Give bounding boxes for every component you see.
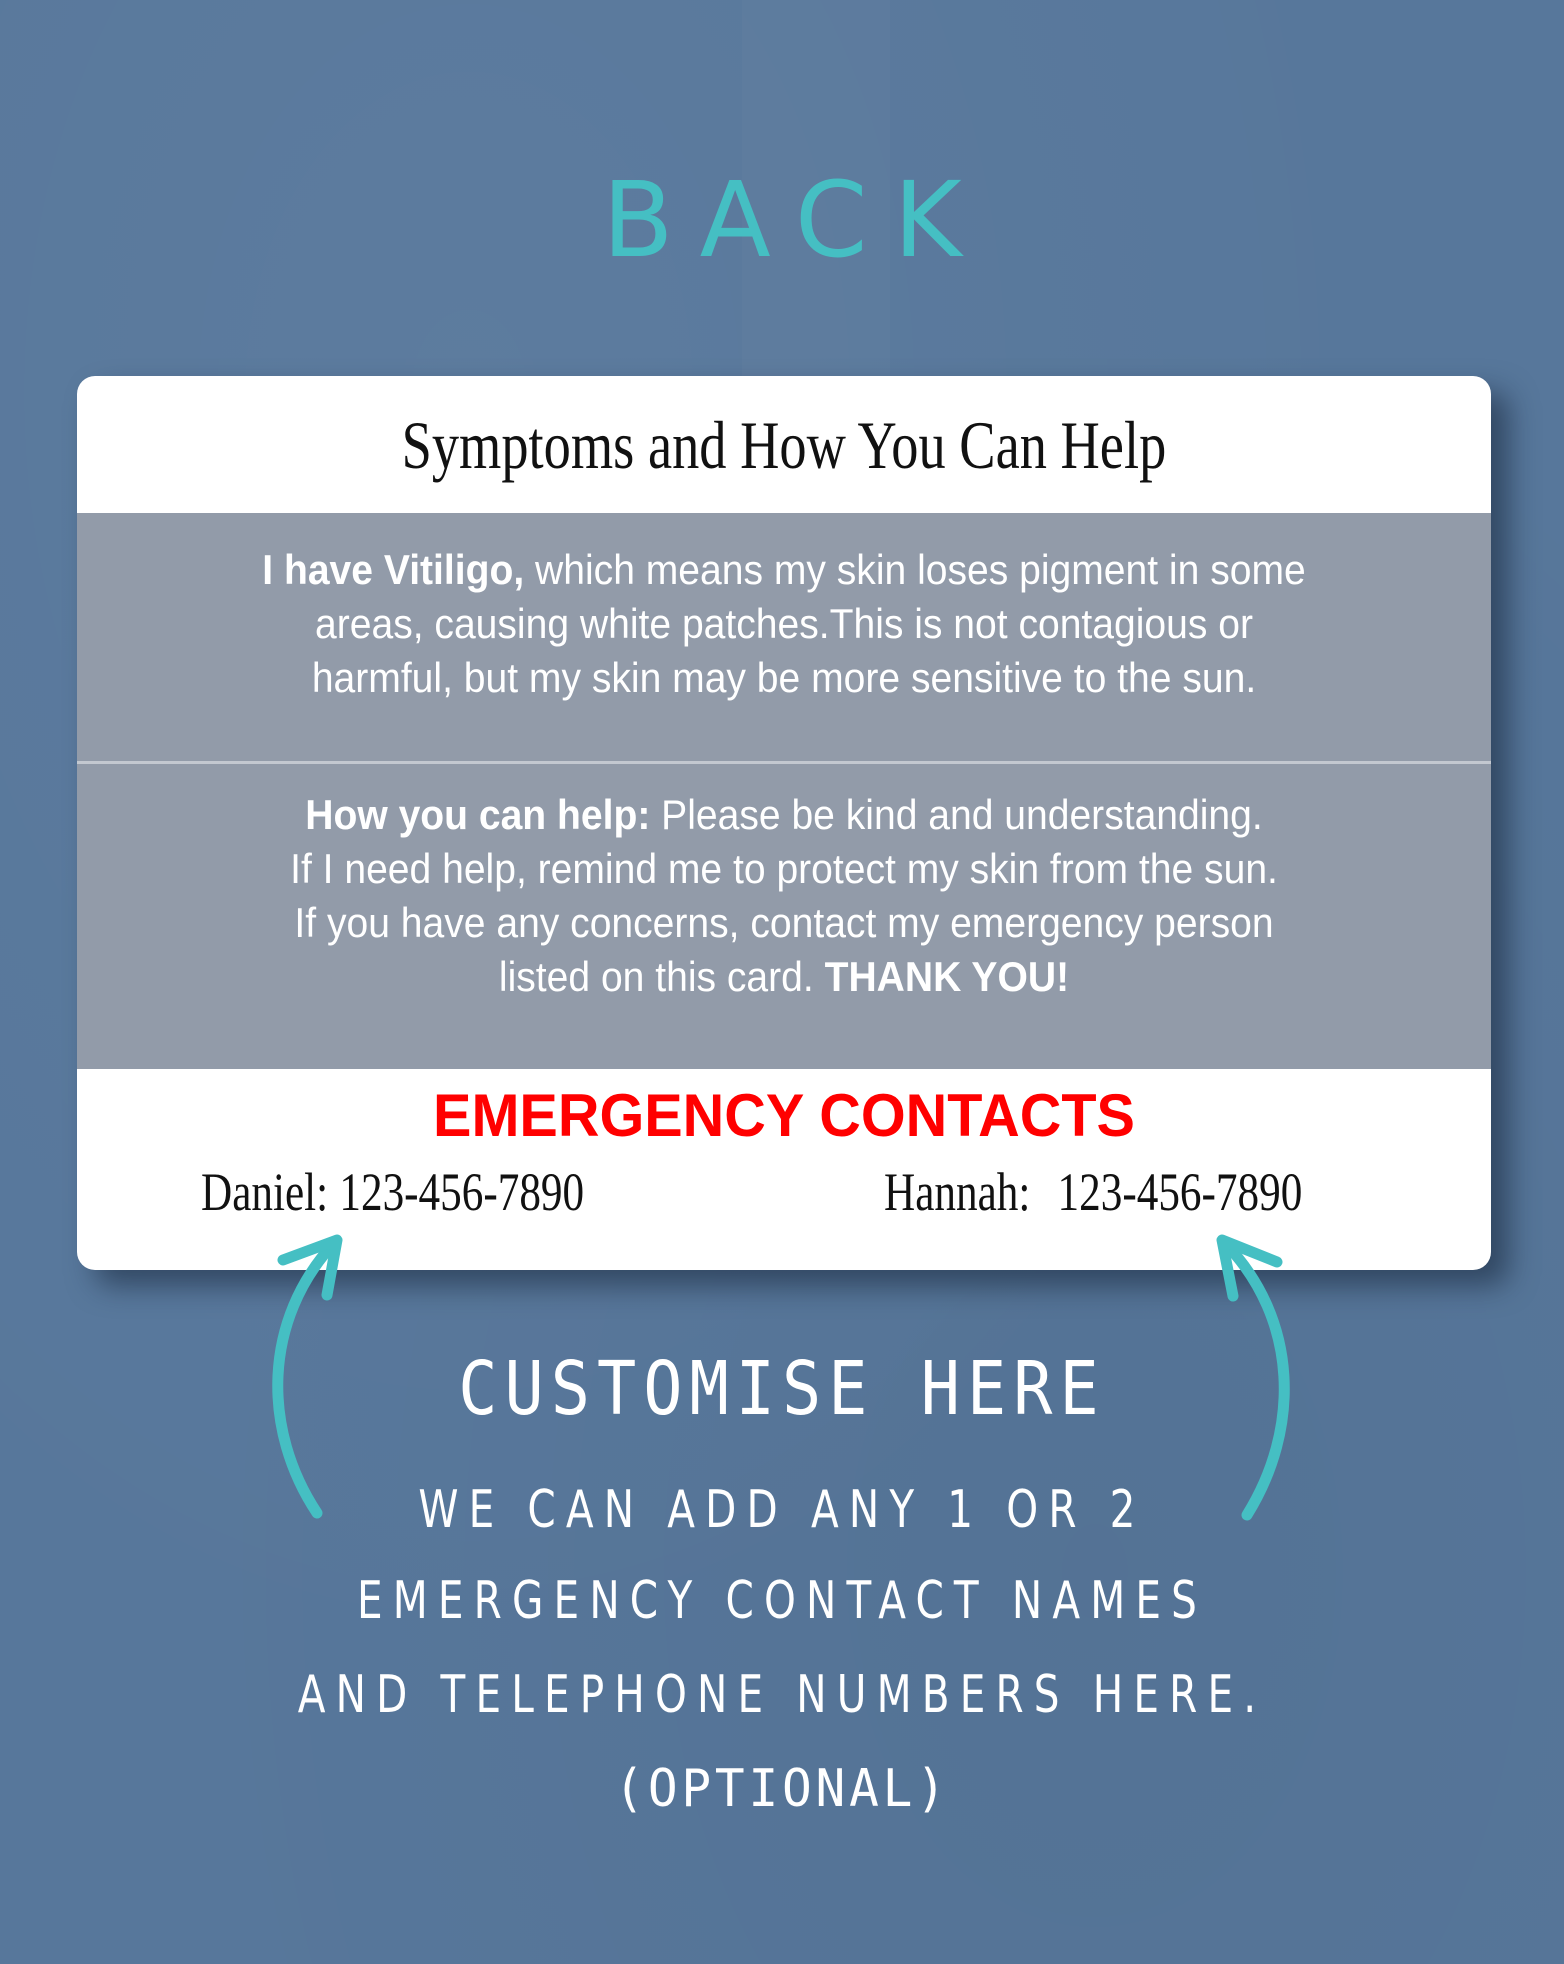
condition-section [77,513,1491,761]
help-line-4: listed on this card. [498,953,825,1000]
condition-line-1: which means my skin loses pigment in some [535,546,1306,593]
contact-entry [201,1160,584,1224]
condition-line-3: harmful, but my skin may be more sensitive to the sun. [311,654,1257,701]
customise-note-line: WE CAN ADD ANY 1 OR 2 [418,1480,1146,1540]
emergency-contacts-title: EMERGENCY CONTACTS [433,1082,1135,1149]
contact-entry [884,1160,1302,1224]
help-line-2: If I need help, remind me to protect my skin from the sun. [290,845,1278,892]
help-section [77,764,1491,1069]
customise-heading: CUSTOMISE HERE [458,1346,1106,1432]
condition-line-2: areas, causing white patches.This is not contagious or [315,600,1253,647]
help-lead: How you can help: [305,791,651,838]
contact-name: Daniel: [201,1162,329,1222]
thank-you: THANK YOU! [824,953,1070,1000]
help-line-1: Please be kind and understanding. [650,791,1263,838]
info-card [77,376,1491,1270]
condition-lead: I have Vitiligo, [262,546,525,593]
contact-phone: 123-456-7890 [339,1162,585,1222]
customise-note-line: EMERGENCY CONTACT NAMES [356,1571,1208,1631]
optional-label: (OPTIONAL) [614,1759,950,1819]
customise-note-line: AND TELEPHONE NUMBERS HERE. [297,1665,1267,1725]
condition-paragraph [126,543,1441,705]
help-paragraph [126,788,1441,1004]
page-heading: BACK [602,159,988,281]
contact-phone: 123-456-7890 [1057,1162,1303,1222]
help-line-3: If you have any concerns, contact my emergency person [294,899,1274,946]
card-title: Symptoms and How You Can Help [401,407,1167,483]
card-header [77,376,1491,513]
contact-name: Hannah: [884,1162,1031,1222]
